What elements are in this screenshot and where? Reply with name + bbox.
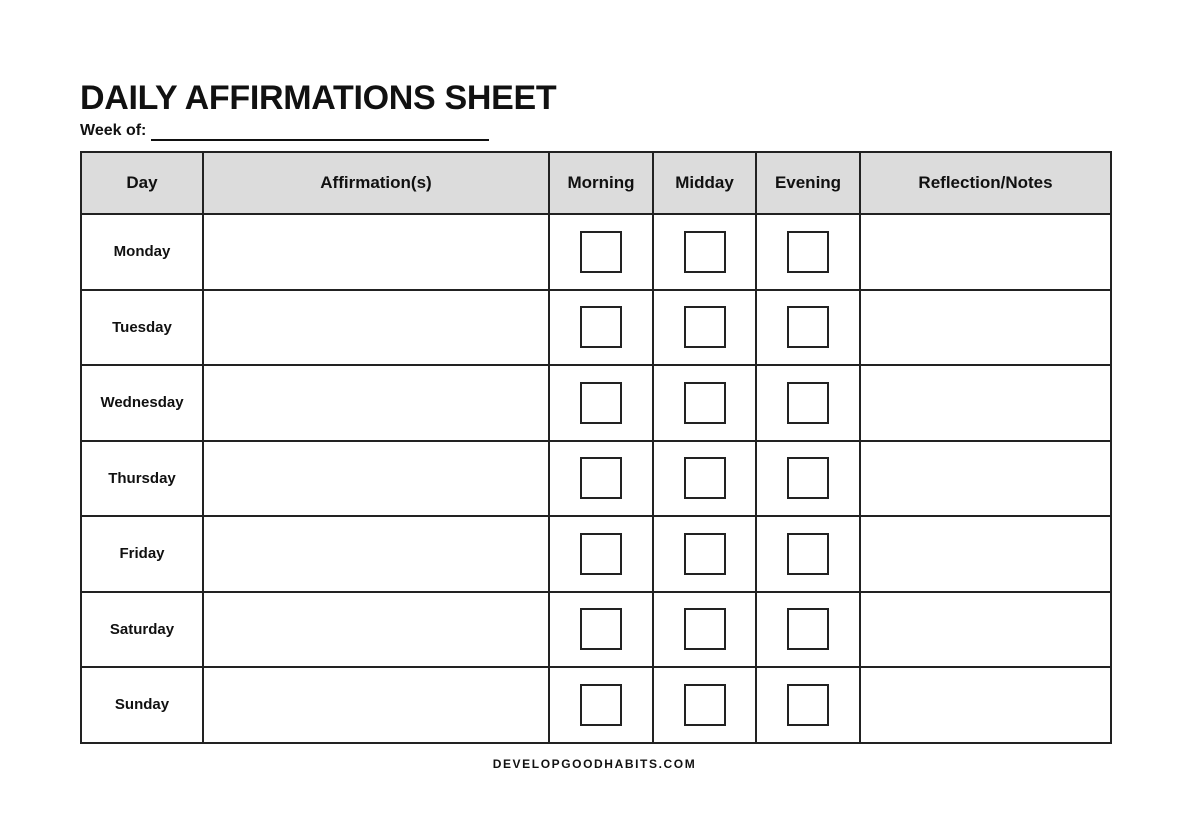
midday-cell xyxy=(653,667,756,743)
midday-checkbox[interactable] xyxy=(684,608,726,650)
evening-cell xyxy=(756,441,860,517)
morning-checkbox[interactable] xyxy=(580,684,622,726)
header-row xyxy=(81,152,1111,214)
midday-checkbox[interactable] xyxy=(684,231,726,273)
week-of-label: Week of: xyxy=(80,122,147,139)
midday-checkbox[interactable] xyxy=(684,457,726,499)
day-label: Tuesday xyxy=(81,290,203,366)
affirmation-cell[interactable] xyxy=(203,516,549,592)
evening-checkbox[interactable] xyxy=(787,457,829,499)
evening-checkbox[interactable] xyxy=(787,608,829,650)
reflection-notes-cell[interactable] xyxy=(860,516,1111,592)
midday-cell xyxy=(653,592,756,668)
affirmation-cell[interactable] xyxy=(203,667,549,743)
evening-cell xyxy=(756,214,860,290)
morning-checkbox[interactable] xyxy=(580,231,622,273)
affirmation-cell[interactable] xyxy=(203,365,549,441)
day-label: Sunday xyxy=(81,667,203,743)
morning-checkbox[interactable] xyxy=(580,457,622,499)
morning-checkbox[interactable] xyxy=(580,382,622,424)
midday-checkbox[interactable] xyxy=(684,306,726,348)
affirmation-cell[interactable] xyxy=(203,290,549,366)
midday-cell xyxy=(653,516,756,592)
midday-cell xyxy=(653,290,756,366)
column-header-midday: Midday xyxy=(653,152,756,214)
column-header-affirmations: Affirmation(s) xyxy=(203,152,549,214)
morning-cell xyxy=(549,214,653,290)
week-of-field xyxy=(80,121,489,141)
morning-checkbox[interactable] xyxy=(580,306,622,348)
table-row xyxy=(81,214,1111,290)
page-title: DAILY AFFIRMATIONS SHEET xyxy=(80,79,557,117)
evening-cell xyxy=(756,592,860,668)
evening-checkbox[interactable] xyxy=(787,231,829,273)
morning-cell xyxy=(549,290,653,366)
midday-checkbox[interactable] xyxy=(684,382,726,424)
footer-website: DEVELOPGOODHABITS.COM xyxy=(492,757,697,771)
midday-checkbox[interactable] xyxy=(684,533,726,575)
table-row xyxy=(81,667,1111,743)
morning-checkbox[interactable] xyxy=(580,608,622,650)
table-row xyxy=(81,290,1111,366)
table-row xyxy=(81,516,1111,592)
affirmation-cell[interactable] xyxy=(203,214,549,290)
evening-checkbox[interactable] xyxy=(787,684,829,726)
morning-cell xyxy=(549,365,653,441)
reflection-notes-cell[interactable] xyxy=(860,365,1111,441)
reflection-notes-cell[interactable] xyxy=(860,290,1111,366)
midday-cell xyxy=(653,214,756,290)
affirmations-table xyxy=(80,151,1112,744)
week-of-blank-line[interactable] xyxy=(151,125,489,141)
midday-cell xyxy=(653,441,756,517)
day-label: Thursday xyxy=(81,441,203,517)
evening-checkbox[interactable] xyxy=(787,382,829,424)
table-row xyxy=(81,365,1111,441)
day-label: Saturday xyxy=(81,592,203,668)
reflection-notes-cell[interactable] xyxy=(860,667,1111,743)
reflection-notes-cell[interactable] xyxy=(860,214,1111,290)
morning-cell xyxy=(549,441,653,517)
midday-checkbox[interactable] xyxy=(684,684,726,726)
day-label: Friday xyxy=(81,516,203,592)
column-header-morning: Morning xyxy=(549,152,653,214)
evening-checkbox[interactable] xyxy=(787,533,829,575)
midday-cell xyxy=(653,365,756,441)
evening-cell xyxy=(756,365,860,441)
evening-checkbox[interactable] xyxy=(787,306,829,348)
affirmation-cell[interactable] xyxy=(203,592,549,668)
morning-cell xyxy=(549,516,653,592)
reflection-notes-cell[interactable] xyxy=(860,592,1111,668)
day-label: Monday xyxy=(81,214,203,290)
evening-cell xyxy=(756,667,860,743)
day-label: Wednesday xyxy=(81,365,203,441)
morning-checkbox[interactable] xyxy=(580,533,622,575)
morning-cell xyxy=(549,592,653,668)
evening-cell xyxy=(756,516,860,592)
affirmation-cell[interactable] xyxy=(203,441,549,517)
evening-cell xyxy=(756,290,860,366)
column-header-reflection-notes: Reflection/Notes xyxy=(860,152,1111,214)
column-header-day: Day xyxy=(81,152,203,214)
table-row xyxy=(81,441,1111,517)
column-header-evening: Evening xyxy=(756,152,860,214)
table-row xyxy=(81,592,1111,668)
morning-cell xyxy=(549,667,653,743)
reflection-notes-cell[interactable] xyxy=(860,441,1111,517)
